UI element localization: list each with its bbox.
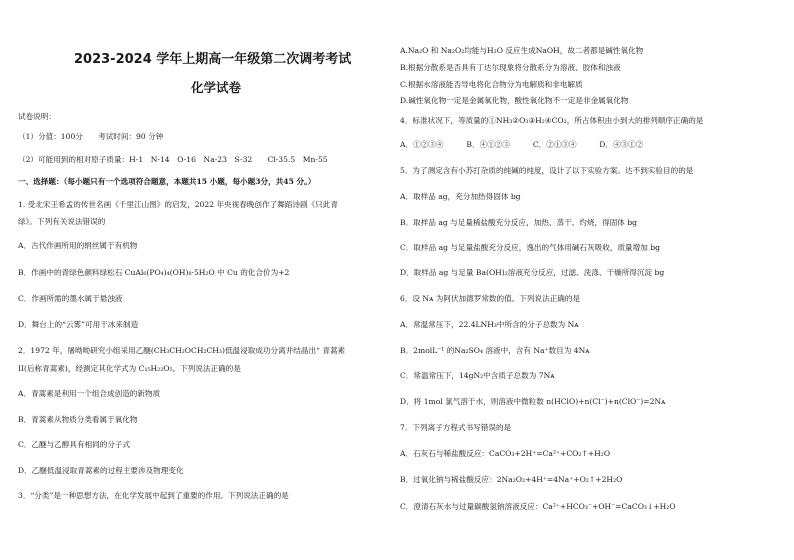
q1-option-a: A．古代作画所用的绢丝属于有机物	[18, 241, 138, 250]
q4-option-b: B．④①②③	[466, 140, 510, 149]
q2-option-b: B．青蒿素从物质分类看属于氧化物	[18, 415, 138, 424]
question-2-stem: 2．1972 年，屠呦呦研究小组采用乙醚(CH₃CH₂OCH₂CH₃)低温浸取成功分离并结晶出“ 青蒿素	[18, 346, 346, 355]
question-6-stem: 6．设 Nᴀ 为阿伏加德罗常数的值。下列说法正确的是	[400, 294, 581, 303]
q4-option-a: A．①②③④	[400, 140, 444, 149]
q3-option-b: B.根据分散系是否具有丁达尔现象将分散系分为溶液、胶体和浊液	[400, 63, 621, 72]
question-5-stem: 5．为了测定含有小苏打杂质的纯碱的纯度，设计了以下实验方案。达不到实验目的的是	[400, 166, 694, 175]
question-3-stem: 3．“分类”是一种思想方法，在化学发展中起到了重要的作用。下列说法正确的是	[18, 491, 289, 500]
q6-option-a: A．常温常压下，22.4LNH₃中所含的分子总数为 Nᴀ	[400, 320, 579, 329]
q6-option-d: D．将 1mol 氯气溶于水，则溶液中微粒数 n(HClO)+n(Cl⁻)+n(ClO⁻)=2Nᴀ	[400, 397, 666, 406]
q3-option-a: A.Na₂O 和 Na₂O₂均能与H₂O 反应生成NaOH，故二者都是碱性氧化物	[400, 46, 644, 55]
q7-option-c: C．澄清石灰水与过量碳酸氢钠溶液反应：Ca²⁺+HCO₃⁻+OH⁻=CaCO₃↓+H₂O	[400, 502, 676, 511]
question-7-stem: 7．下列离子方程式书写错误的是	[400, 423, 512, 432]
notice-label: 试卷说明：	[18, 112, 56, 121]
question-1-stem-cont: 绿》。下列有关说法错误的	[18, 217, 106, 226]
q1-option-c: C．作画所需的墨水属于悬浊液	[18, 294, 123, 303]
q3-option-d: D.碱性氧化物一定是金属氧化物，酸性氧化物不一定是非金属氧化物	[400, 96, 629, 105]
q6-option-b: B．2molL⁻¹ 的Na₂SO₄ 溶液中，含有 Na⁺数目为 4Nᴀ	[400, 346, 590, 355]
notice-atomic-mass: （2）可能用到的相对原子质量：H-1 N-14 O-16 Na-23 S-32 Cl-35.5 Mn-55	[18, 155, 328, 164]
q5-option-c: C．取样品 ag 与足量盐酸充分反应，逸出的气体用碱石灰吸收，质量增加 bg	[400, 243, 660, 252]
question-1-stem: 1. 受北宋王希孟的传世名画《千里江山图》的启发，2022 年央视春晚创作了舞蹈诗剧《只此青	[18, 200, 338, 209]
q5-option-a: A．取样品 ag，充分加热得固体 bg	[400, 192, 521, 201]
question-2-stem-cont: II(后称青蒿素)，经测定其化学式为 C₁₅H₂₂O₅。下列说法正确的是	[18, 364, 241, 373]
q5-option-b: B．取样品 ag 与足量稀盐酸充分反应，加热、蒸干、灼烧，得固体 bg	[400, 218, 637, 227]
q2-option-c: C．乙醚与乙醇具有相同的分子式	[18, 440, 131, 449]
q2-option-d: D．乙醚低温浸取青蒿素的过程主要涉及物理变化	[18, 466, 184, 475]
q1-option-b: B．作画中的青绿色颜料绿松石 CuAl₆(PO₄)₄(OH)₈·5H₂O 中 Cu 的化合价为+2	[18, 268, 290, 277]
exam-subtitle: 化学试卷	[191, 80, 242, 95]
q5-option-d: D．取样品 ag 与足量 Ba(OH)₂溶液充分反应，过滤、洗涤、干燥所得沉淀 bg	[400, 268, 665, 277]
notice-score-time: （1）分值：100分 考试时间：90 分钟	[18, 132, 164, 141]
q2-option-a: A．青蒿素是利用一个组合成创造的新物质	[18, 389, 161, 398]
q7-option-a: A．石灰石与稀盐酸反应：CaCO₃+2H⁺=Ca²⁺+CO₂↑+H₂O	[400, 449, 611, 458]
q6-option-c: C．常温常压下，14gN₂中含质子总数为 7Nᴀ	[400, 371, 555, 380]
q4-option-d: D．④③①②	[599, 140, 644, 149]
exam-title: 2023-2024 学年上期高一年级第二次调考考试	[74, 52, 352, 67]
q3-option-c: C.根据水溶液能否导电将化合物分为电解质和非电解质	[400, 80, 583, 89]
q4-options	[400, 140, 643, 150]
q7-option-b: B．过氧化钠与稀盐酸反应：2Na₂O₂+4H⁺=4Na⁺+O₂↑+2H₂O	[400, 475, 623, 484]
question-4-stem: 4．标准状况下，等质量的①NH₃②O₃③H₂④CO₂，所占体积由小到大的排列顺序正确的是	[400, 116, 704, 125]
q1-option-d: D．舞台上的“云雾”可用干冰来制造	[18, 320, 139, 329]
q4-option-c: C．②①③④	[532, 140, 577, 149]
section-heading: 一、选择题：（每小题只有一个选项符合题意，本题共15 小题，每小题3分，共45 分。）	[18, 177, 316, 186]
